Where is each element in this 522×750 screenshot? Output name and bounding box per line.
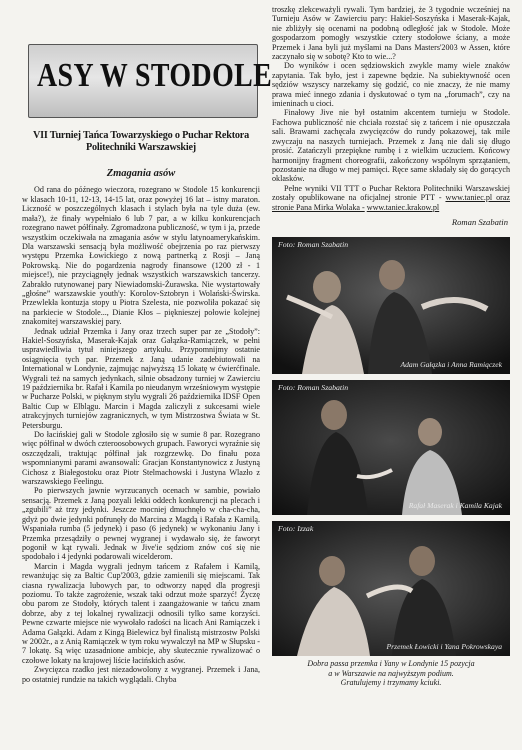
paragraph: Do wyników i ocen sędziowskich zwykle mamy wiele znaków zapytania. Tak było, jest i zapewne będzie. Na subiektywność ocen sędziów wszyscy narzekamy się godzić, co nie znaczy, że nie mamy prawa mieć innego zdania i dyskutować o tym na „forumach”, czy na imieninach u cioci. (272, 61, 510, 109)
paragraph: Zwycięzca rzadko jest niezadowolony z wygranej. Przemek i Jana, po ostatniej rundzie na takich wyglądali. Chyba (22, 665, 260, 684)
paragraph: Finałowy Jive nie był ostatnim akcentem turnieju w Stodole. Fachowa publiczność nie chciała rozstać się z tańcem i nie opuszczała sali. Brawami zachęcała zwycięzców do rundy pokazowej, tak mile zwyczaju na naszych turniejach. Przemek z Janą nie dali się długo prosić. Zatańczyli przepiękne rumbę i z wielkim uczuciem. Końcowy harmonijny fragment choreografii, zakończony wspólnym sprzątaniem, pozostanie na długo w mej pamięci. Ręce same składały się do gorących oklasków. (272, 108, 510, 184)
photo-credit: Foto: Roman Szabatin (278, 382, 349, 392)
photo-maserak-kajak (272, 380, 510, 515)
paragraph: troszkę zlekceważyli rywali. Tym bardziej, że 3 tygodnie wcześniej na Turnieju Asów w Zawierciu pary: Hakiel-Soszyńska i Maserak-Kajak, nie zbliżyły się ocenami na podobną odległość jak w Stodole. Może gospodarzom pomogły wszystkie cztery stodołowe ściany, a może Przemek i Jana byli już myślami na Dans Masters'2003 w Assen, które zaczynało się w sobotę? Kto to wie...? (272, 5, 510, 62)
section-heading: Zmagania asów (106, 168, 176, 180)
results-paragraph (272, 184, 510, 212)
photo-caption: Rafał Maserak i Kamila Kajak (408, 500, 502, 510)
caption-line: Gratulujemy i trzymamy kciuki. (340, 678, 442, 688)
krakow-link[interactable]: www.taniec.krakow.pl (366, 202, 440, 212)
paragraph: Jednak udział Przemka i Jany oraz trzech super par ze „Stodoły”: Hakiel-Soszyńska, Maserak-Kajak oraz Gałązka-Ramiączek, w pełni usprawiedliwia tytuł niniejszego artykułu. Przypomnijmy ostatnie osiągnięcia tych par. Przemek z Janą udanie zadebiutowali na International w Londynie, zajmując najwyższą 15 lokatę w ćwierćfinale. Wygrali też na samych jedynkach, silnie obsadzony turniej w Zawierciu 19 października br. Rafał i Kamila po nieudanym wrześniowym występie w Pucharze Polski, w pięknym stylu wygrali 26 października IDSF Open Baltic Cup w Elblągu. Marcin i Magda zaliczyli z sukcesami wiele atrakcyjnych turniejów zagranicznych, w tym Mistrzostwa Świata w St. Petersburgu. (22, 326, 260, 430)
right-column (272, 5, 510, 688)
paragraph: Marcin i Magda wygrali jednym tańcem z Rafałem i Kamilą, rewanżując się za Baltic Cup'2003, gdzie zamienili się miejscami. Tak ciasna rywalizacja lubowych par, to odtworzy napęd dla progresji poziomu. To także zagrożenie, wszak taki odrzut może sparzyć! Życzę obu parom ze Stodoły, których talent i zaangażowanie w tańcu znam dobrze, aby z tej lokalnej rywalizacji odnosili tylko same korzyści. Pewne czwarte miejsce nie wywołało radości na licach Ani Ramiączek i Adama Gałązki. Adam z Kingą Bielewicz był finalistą mistrzostw Polski w 2002r., a z Anią Ramiączek w tym roku wywalczył na MP w Słupsku - 7 lokatę. Są więc uzasadnione ambicje, aby skutecznie rywalizować o czołowe lokaty na krajowej liście łacińskich asów. (22, 561, 260, 665)
photo-caption: Adam Gałązka i Anna Ramiączek (400, 359, 502, 369)
dancers-photo-3 (272, 521, 510, 656)
ptt-link[interactable]: www.taniec.pl oraz stronie Pana Mirka Wolaka - (272, 193, 510, 212)
paragraph: Do łacińskiej gali w Stodole zgłosiło się w sumie 8 par. Rozegrano więc półfinał w dwóch czteroosobowych grupach. Faworyci wyraźnie się oszczędzali, traktując półfinał jak rozgrzewkę. Do finału poza wspomnianymi parami awansowali: Gracjan Konstantynowicz z Justyną Cichosz z Białegostoku oraz Piotr Stelmachowski i Justyna Wlazło z warszawskiego Feelingu. (22, 430, 261, 487)
author-signature: Roman Szabatin (451, 216, 508, 227)
caption-line: Dobra passa przemka i Yany w Londynie 15 pozycja (307, 658, 475, 668)
results-text: Pełne wyniki VII TTT o Puchar Rektora Politechniki Warszawskiej zostały opublikowane na oficjalnej stronie PTT - (272, 183, 510, 203)
dancers-photo-1 (272, 237, 510, 374)
left-column (22, 44, 273, 684)
photo-credit: Foto: Izzak (278, 523, 314, 533)
masthead-title: ASY W STODOLE (37, 57, 273, 94)
dancers-photo-2 (272, 380, 510, 515)
photo-credit: Foto: Roman Szabatin (278, 239, 349, 249)
photo-caption-block (272, 659, 510, 688)
caption-line: a w Warszawie na najwyższym podium. (328, 668, 454, 678)
article-subtitle: VII Turniej Tańca Towarzyskiego o Puchar Rektora Politechniki Warszawskiej (32, 130, 250, 154)
paragraph: Po pierwszych jawnie wyrzucanych ocenach w sambie, powiało sensacją. Przemek z Janą pozyali lekki oddech konkurencji na plecach i „zgubili” aż trzy jedynki. Jeszcze mocniej dmuchnęło w cha-cha-cha, gdyż po dwie jedynki pofrunęły do Marcina z Magdą i Rafała z Kamilą. Wspaniała rumba (5 jedynek) i paso (6 jedynek) w wykonaniu Jany i Przemka przesądziły o pewnej wygranej i wydawało się, że faworyt pogonił w kąt rywali. Jednak w Jive'ie sędziom znów coś się nie spodobało i 4 jedynki podarowali wicelderom. (22, 486, 260, 562)
paragraph: Od rana do późnego wieczora, rozegrano w Stodole 15 konkurencji w klasach 10-11, 12-13, 14-15 lat, oraz powyżej 16 lat – istny maraton. Liczność w poszczególnych klasach i stylach była na tyle duża (ew. mała?), że finały wypełniało 6 lub 7 par, a w kilku konkurencjach rozegrano nawet półfinały. Zgromadzona publiczność, w tym i ja, przede wszystkim oczekiwała na zmagania asów w stylu latynoamerykańskim. Dla warszawski sensacją była możliwość obejrzenia po raz pierwszy występu Przemka Łowickiego z nową partnerką z Rosji – Janą Pokrowską. Nie do pogardzenia nagrody finansowe (1200 zł - 1 miejsce!), nie przyciągnęły jednak wszystkich warszawskich tancerzy. Zabrakło rutynowanej pary Niewiadomski-Żurawska. Nie wystartowały „głośne” warszawskie youth'y: Korolov-Sztobryn i Wolański-Świrska. Przewlekła kontuzja stopy u Piotra Szelesta, nie pozwoliła pokazać się na parkiecie w Stodole..., Dianie Kłos – pięknieszej połowie kolejnej znakomitej warszawskiej pary. (22, 185, 260, 327)
photo-caption: Przemek Łowicki i Yana Pokrowskaya (386, 641, 502, 651)
photo-galazka-ramiaczek (272, 237, 510, 374)
photo-lowicki-pokrowskaya (272, 521, 510, 656)
masthead-banner (28, 44, 273, 118)
